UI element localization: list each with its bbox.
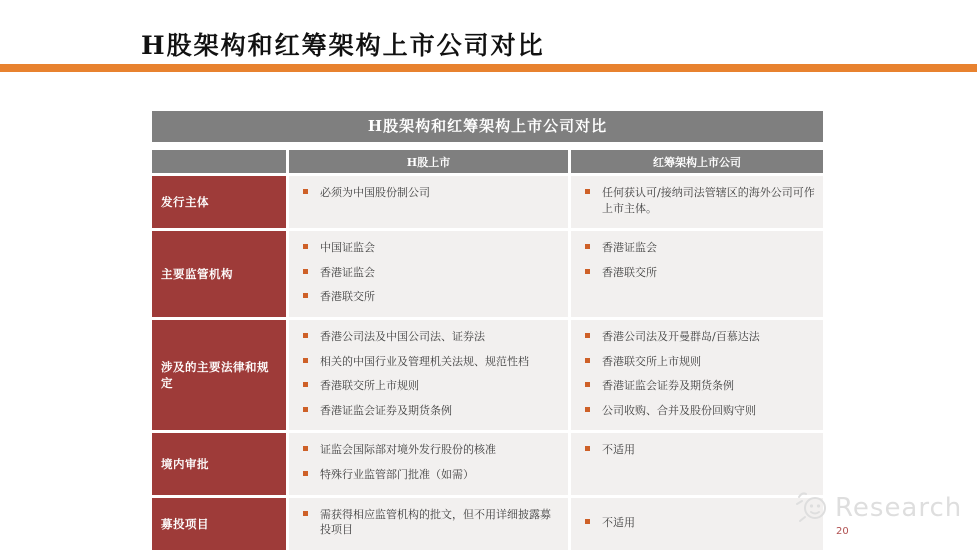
bullet-item: 香港证监会证券及期货条例: [584, 378, 815, 394]
watermark-text: Research: [835, 493, 963, 523]
bullet-list: [302, 240, 560, 305]
row-label: 发行主体: [152, 176, 286, 228]
bullet-list: [584, 509, 815, 540]
page-title: H股架构和红筹架构上市公司对比: [141, 31, 545, 60]
page-number: 20: [836, 526, 849, 537]
h-share-cell: [289, 498, 568, 550]
h-share-cell: [289, 320, 568, 430]
red-chip-cell: [571, 498, 823, 550]
bullet-list: [584, 442, 815, 458]
h-share-cell: [289, 176, 568, 228]
bullet-item: 必须为中国股份制公司: [302, 185, 560, 201]
bullet-item: 香港联交所: [584, 265, 815, 281]
bullet-item: 香港证监会: [584, 240, 815, 256]
row-label: 涉及的主要法律和规定: [152, 320, 286, 430]
bullet-item: 香港公司法及中国公司法、证券法: [302, 329, 560, 345]
bullet-item: 香港联交所上市规则: [584, 354, 815, 370]
bullet-item: 香港证监会证券及期货条例: [302, 403, 560, 419]
bullet-list: [584, 185, 815, 216]
bullet-item: 任何获认可/接纳司法管辖区的海外公司可作上市主体。: [584, 185, 815, 216]
red-chip-cell: [571, 433, 823, 494]
bullet-item: 不适用: [584, 442, 815, 458]
row-label: 募投项目: [152, 498, 286, 550]
comparison-table: [152, 111, 823, 550]
red-chip-cell: [571, 231, 823, 317]
watermark-logo: [793, 489, 962, 527]
row-label: 主要监管机构: [152, 231, 286, 317]
h-share-cell: [289, 231, 568, 317]
column-header-h-share: H股上市: [289, 150, 568, 173]
bullet-item: 香港公司法及开曼群岛/百慕达法: [584, 329, 815, 345]
bullet-item: 香港联交所上市规则: [302, 378, 560, 394]
bullet-item: 相关的中国行业及管理机关法规、规范性档: [302, 354, 560, 370]
bullet-item: 特殊行业监管部门批准（如需）: [302, 467, 560, 483]
research-logo-icon: [793, 489, 831, 527]
bullet-item: 公司收购、合并及股份回购守则: [584, 403, 815, 419]
column-header-empty: [152, 150, 286, 173]
bullet-item: 证监会国际部对境外发行股份的核准: [302, 442, 560, 458]
bullet-item: 不适用: [584, 515, 815, 531]
red-chip-cell: [571, 176, 823, 228]
column-header-red-chip: 红筹架构上市公司: [571, 150, 823, 173]
bullet-list: [302, 185, 560, 201]
bullet-list: [302, 329, 560, 418]
bullet-item: 香港联交所: [302, 289, 560, 305]
bullet-list: [584, 240, 815, 280]
bullet-item: 需获得相应监管机构的批文，但不用详细披露募投项目: [302, 507, 560, 538]
accent-divider-bar: [0, 64, 977, 72]
bullet-item: 中国证监会: [302, 240, 560, 256]
bullet-list: [302, 442, 560, 482]
bullet-item: 香港证监会: [302, 265, 560, 281]
bullet-list: [302, 501, 560, 547]
row-label: 境内审批: [152, 433, 286, 494]
table-title: H股架构和红筹架构上市公司对比: [152, 111, 823, 142]
red-chip-cell: [571, 320, 823, 430]
bullet-list: [584, 329, 815, 418]
h-share-cell: [289, 433, 568, 494]
